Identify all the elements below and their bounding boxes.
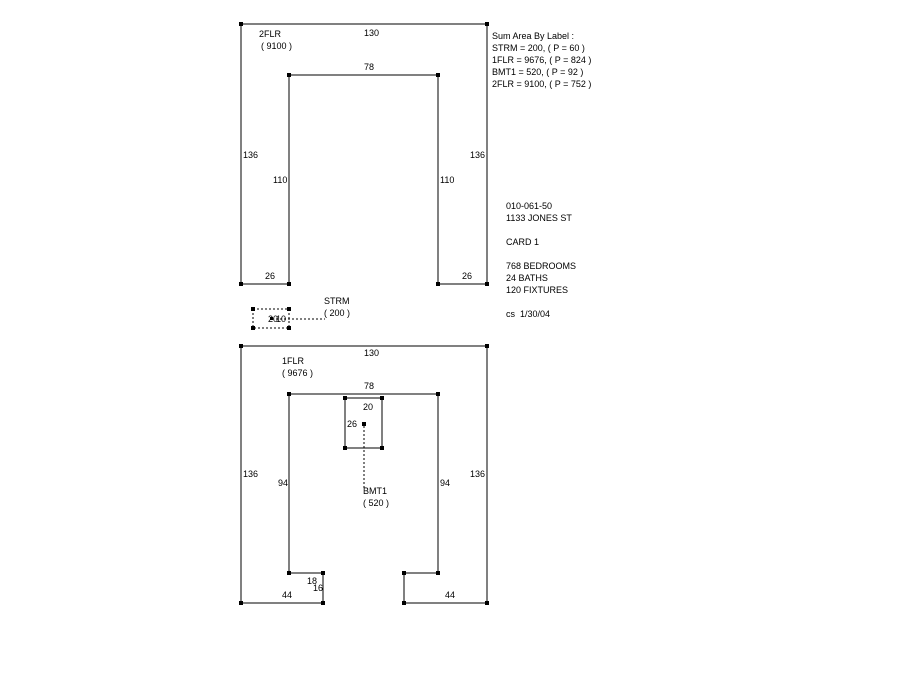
floor1-dim-notch-h: 16 (313, 583, 324, 593)
property-info (506, 201, 576, 319)
summary-line: BMT1 = 520, ( P = 92 ) (492, 67, 584, 77)
property-address: 1133 JONES ST (506, 213, 572, 223)
strm-dim-h: 10 (276, 314, 287, 324)
floor1-dim-notch-w: 18 (307, 576, 318, 586)
floor2-dim-right-inner: 110 (440, 175, 455, 185)
floor1-label: 1FLR (282, 356, 305, 366)
bmt-area: ( 520 ) (363, 498, 390, 508)
floor1-dim-bottom-right: 44 (445, 590, 456, 600)
area-summary (492, 31, 591, 89)
strm-outline (251, 307, 325, 330)
floor1-dim-bottom-left: 44 (282, 590, 293, 600)
floor2-dim-inner-top: 78 (364, 62, 375, 72)
floor2-dim-right-outer: 136 (470, 150, 486, 160)
card-number: CARD 1 (506, 237, 540, 247)
floor1-dim-right-inner: 94 (440, 478, 451, 488)
floor1-dim-inner-top: 78 (364, 381, 375, 391)
strm-area: ( 200 ) (324, 308, 351, 318)
baths-count: 24 BATHS (506, 273, 548, 283)
floor2-dim-top: 130 (364, 28, 380, 38)
floor1-dim-left-outer: 136 (243, 469, 259, 479)
summary-title: Sum Area By Label : (492, 31, 575, 41)
floor1-dim-right-outer: 136 (470, 469, 486, 479)
bmt-dim-w: 20 (363, 402, 374, 412)
initials-date: cs 1/30/04 (506, 309, 551, 319)
bmt-dim-h: 26 (347, 419, 358, 429)
summary-line: 2FLR = 9100, ( P = 752 ) (492, 79, 592, 89)
floor1-dim-left-inner: 94 (278, 478, 289, 488)
floor2-area: ( 9100 ) (261, 41, 293, 51)
summary-line: 1FLR = 9676, ( P = 824 ) (492, 55, 592, 65)
floor2-dim-bottom-left: 26 (265, 271, 276, 281)
floor2-dim-left-outer: 136 (243, 150, 259, 160)
bmt-label: BMT1 (363, 486, 388, 496)
floor1-area: ( 9676 ) (282, 368, 314, 378)
summary-line: STRM = 200, ( P = 60 ) (492, 43, 585, 53)
parcel-number: 010-061-50 (506, 201, 553, 211)
floor2-dim-bottom-right: 26 (462, 271, 473, 281)
bedrooms-count: 768 BEDROOMS (506, 261, 577, 271)
floor2-label: 2FLR (259, 29, 282, 39)
strm-label: STRM (324, 296, 350, 306)
strm-dim-w: 20 (268, 314, 279, 324)
fixtures-count: 120 FIXTURES (506, 285, 569, 295)
floor2-dim-left-inner: 110 (273, 175, 288, 185)
floor1-dim-top: 130 (364, 348, 380, 358)
